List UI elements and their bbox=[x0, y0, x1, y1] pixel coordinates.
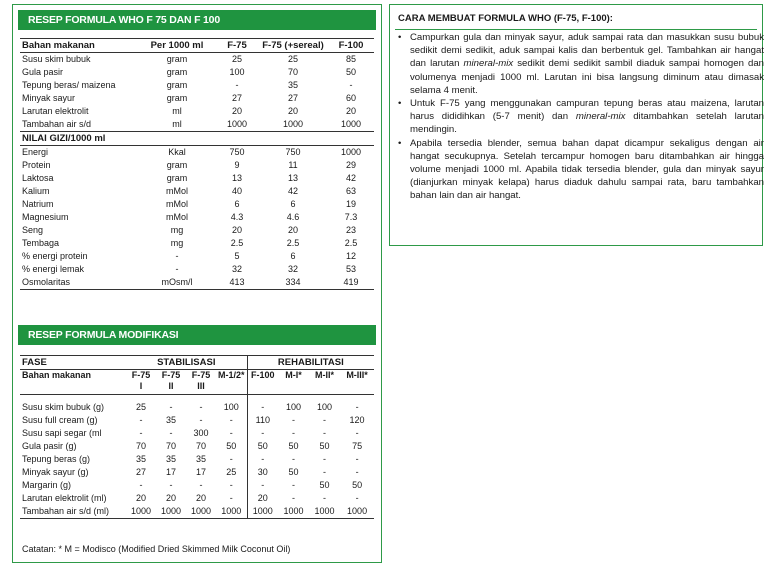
table-cell: 20 bbox=[231, 106, 242, 116]
table-cell: 27 bbox=[287, 93, 298, 103]
table-row bbox=[20, 79, 374, 92]
column-header bbox=[340, 370, 374, 395]
table-cell: 1000 bbox=[186, 505, 216, 519]
table-cell: 35 bbox=[195, 454, 206, 464]
phase-label: FASE bbox=[20, 356, 126, 370]
column-header: F-100 bbox=[328, 39, 374, 53]
table-row bbox=[20, 185, 374, 198]
table-cell: - bbox=[199, 480, 203, 490]
table-cell: 13 bbox=[287, 173, 298, 183]
table-cell: 50 bbox=[288, 441, 299, 451]
table-cell: 23 bbox=[345, 225, 356, 235]
table-cell: Kkal bbox=[168, 147, 186, 157]
column-header-line: M-II* bbox=[315, 370, 335, 380]
divider bbox=[395, 29, 757, 30]
table-cell: - bbox=[169, 428, 173, 438]
table-cell: 100 bbox=[317, 402, 333, 412]
table-cell: 50 bbox=[247, 440, 278, 453]
table-row bbox=[20, 105, 374, 118]
table-cell: - bbox=[323, 415, 327, 425]
table-cell: 42 bbox=[345, 173, 356, 183]
column-header: Bahan makanan bbox=[20, 370, 126, 395]
table-row bbox=[20, 453, 374, 466]
table-cell: Seng bbox=[22, 225, 44, 235]
table-cell: 419 bbox=[328, 276, 374, 290]
table-cell: 13 bbox=[231, 173, 242, 183]
table-cell: - bbox=[292, 454, 296, 464]
phase-stabilisasi: STABILISASI bbox=[126, 356, 247, 370]
table-cell: 53 bbox=[345, 264, 356, 274]
table-cell: % energi protein bbox=[22, 251, 88, 261]
table-cell: - bbox=[229, 428, 233, 438]
table-cell: 413 bbox=[216, 276, 258, 290]
table-cell: - bbox=[247, 479, 278, 492]
table-cell: - bbox=[229, 454, 233, 464]
table-cell: 50 bbox=[352, 480, 363, 490]
table-cell: Tambahan air s/d bbox=[20, 118, 138, 132]
table-cell: - bbox=[323, 428, 327, 438]
table-row bbox=[20, 53, 374, 67]
nutrition-subheader-row bbox=[20, 132, 374, 146]
table-cell: 75 bbox=[352, 441, 363, 451]
table-cell: 11 bbox=[288, 160, 298, 170]
table-cell: Protein bbox=[22, 160, 51, 170]
table-cell: 100 bbox=[229, 67, 245, 77]
table-cell: 1000 bbox=[258, 118, 328, 132]
table-cell: 334 bbox=[258, 276, 328, 290]
table-cell: Energi bbox=[22, 147, 49, 157]
table-cell: gram bbox=[166, 67, 188, 77]
column-header-line: III bbox=[197, 381, 205, 391]
column-header bbox=[156, 370, 186, 395]
table-cell: - bbox=[355, 467, 359, 477]
table-row bbox=[20, 250, 374, 263]
table-cell: mg bbox=[170, 238, 184, 248]
table-cell: Tambahan air s/d (ml) bbox=[20, 505, 126, 519]
table-cell: Larutan elektrolit (ml) bbox=[22, 493, 107, 503]
column-header-line: M-I* bbox=[285, 370, 302, 380]
table-cell: gram bbox=[166, 160, 188, 170]
table-cell: - bbox=[292, 480, 296, 490]
table-cell: - bbox=[355, 454, 359, 464]
table-cell: 29 bbox=[345, 160, 356, 170]
column-header bbox=[247, 370, 278, 395]
table-cell: - bbox=[247, 401, 278, 414]
table-cell: - bbox=[169, 402, 173, 412]
table-cell: Gula pasir bbox=[22, 67, 64, 77]
table-cell: 32 bbox=[231, 264, 242, 274]
table-cell: 42 bbox=[287, 186, 298, 196]
table-row bbox=[20, 211, 374, 224]
column-header: Per 1000 ml bbox=[138, 39, 216, 53]
table-cell: 100 bbox=[286, 402, 302, 412]
table-header-row bbox=[20, 39, 374, 53]
table-row bbox=[20, 172, 374, 185]
table-cell: Tepung beras/ maizena bbox=[22, 80, 116, 90]
table-cell: 50 bbox=[319, 441, 330, 451]
table-cell: 2.5 bbox=[286, 238, 300, 248]
table-cell: Minyak sayur (g) bbox=[22, 467, 89, 477]
table-cell: ml bbox=[138, 118, 216, 132]
table-cell: 1000 bbox=[216, 118, 258, 132]
table-cell: 35 bbox=[135, 454, 146, 464]
column-header bbox=[278, 370, 309, 395]
table-cell: ml bbox=[172, 106, 182, 116]
column-header-line: F-75 bbox=[131, 370, 151, 380]
table-cell: 70 bbox=[287, 67, 298, 77]
table-cell: - bbox=[355, 493, 359, 503]
table-cell: Gula pasir (g) bbox=[22, 441, 77, 451]
table-cell: 20 bbox=[287, 106, 298, 116]
table-cell: Margarin (g) bbox=[22, 480, 72, 490]
table-cell: 7.3 bbox=[344, 212, 358, 222]
table-cell: 1000 bbox=[340, 505, 374, 519]
table-cell: 750 bbox=[285, 147, 301, 157]
table-cell: 50 bbox=[345, 67, 356, 77]
table-cell: 120 bbox=[349, 415, 365, 425]
table-cell: 50 bbox=[319, 480, 330, 490]
table-row bbox=[20, 414, 374, 427]
table-cell: - bbox=[292, 493, 296, 503]
instructions-title: CARA MEMBUAT FORMULA WHO (F-75, F-100): bbox=[398, 13, 613, 24]
column-header bbox=[186, 370, 216, 395]
table-cell: 2.5 bbox=[344, 238, 358, 248]
table-row bbox=[20, 118, 374, 132]
table-row bbox=[20, 159, 374, 172]
table-row bbox=[20, 198, 374, 211]
table-cell: 25 bbox=[287, 54, 298, 64]
table-cell: - bbox=[229, 493, 233, 503]
table-row bbox=[20, 276, 374, 290]
table-row bbox=[20, 466, 374, 479]
instruction-item: • Campurkan gula dan minyak sayur, aduk sampai rata dan masukkan susu bubuk sedikit demi sedikit, aduk sampai kalis dan berbentuk gel. Tambahkan air hangat dan larutan mineral-mix sedikit demi sedikit sambil diaduk sampai homogen dan volumenya menjadi 1000 ml. Larutan ini bisa langsung diminum atau dimasak selama 4 menit. bbox=[410, 31, 764, 97]
table-cell: 40 bbox=[231, 186, 242, 196]
column-header bbox=[309, 370, 340, 395]
table-cell: - bbox=[292, 428, 296, 438]
table-row bbox=[20, 401, 374, 414]
phase-rehabilitasi: REHABILITASI bbox=[247, 356, 374, 370]
table-cell: - bbox=[355, 428, 359, 438]
table-row bbox=[20, 440, 374, 453]
table-cell: - bbox=[169, 480, 173, 490]
table-cell: 70 bbox=[195, 441, 206, 451]
table-cell: - bbox=[323, 467, 327, 477]
section-title-who-formula: RESEP FORMULA WHO F 75 DAN F 100 bbox=[18, 10, 376, 30]
instructions-panel bbox=[389, 4, 763, 246]
table-row bbox=[20, 505, 374, 519]
table-cell: 1000 bbox=[156, 505, 186, 519]
table-cell: Laktosa bbox=[22, 173, 54, 183]
table-cell: Susu sapi segar (ml bbox=[22, 428, 102, 438]
nutrition-subheader: NILAI GIZI/1000 ml bbox=[20, 132, 374, 146]
table-cell: 25 bbox=[135, 402, 146, 412]
table-cell: 20 bbox=[247, 492, 278, 505]
table-cell: 100 bbox=[223, 402, 239, 412]
instruction-list bbox=[396, 31, 764, 203]
table-cell: 1000 bbox=[126, 505, 156, 519]
table-cell: - bbox=[175, 264, 179, 274]
table-cell: 19 bbox=[345, 199, 356, 209]
instruction-item: • Untuk F-75 yang menggunakan campuran tepung beras atau maizena, larutan harus dididihkan (5-7 menit) dan mineral-mix ditambahkan setelah larutan mendingin. bbox=[410, 97, 764, 137]
table-cell: gram bbox=[166, 93, 188, 103]
table-row bbox=[20, 492, 374, 505]
table-row bbox=[20, 146, 374, 160]
table-cell: 20 bbox=[195, 493, 206, 503]
table-cell: 9 bbox=[234, 160, 240, 170]
table-cell: Tepung beras (g) bbox=[22, 454, 91, 464]
table-cell: 25 bbox=[231, 54, 242, 64]
table-cell: Magnesium bbox=[22, 212, 69, 222]
table-row bbox=[20, 92, 374, 105]
table-cell: gram bbox=[166, 54, 188, 64]
table-cell: 4.3 bbox=[230, 212, 244, 222]
table-cell: Susu skim bubuk (g) bbox=[22, 402, 105, 412]
column-header-line: II bbox=[168, 381, 174, 391]
column-header-line: I bbox=[139, 381, 143, 391]
table-cell: mOsm/l bbox=[138, 276, 216, 290]
table-cell: Susu skim bubuk bbox=[22, 54, 91, 64]
table-cell: 32 bbox=[287, 264, 298, 274]
table-cell: - bbox=[355, 402, 359, 412]
table-cell: 27 bbox=[231, 93, 242, 103]
table-cell: 6 bbox=[290, 199, 296, 209]
table-cell: 6 bbox=[290, 251, 296, 261]
table-cell: gram bbox=[166, 173, 188, 183]
formula-recipe-panel bbox=[12, 4, 382, 563]
phase-row bbox=[20, 356, 374, 370]
table-cell: 60 bbox=[345, 93, 356, 103]
table-cell: 20 bbox=[287, 225, 298, 235]
table-cell: % energi lemak bbox=[22, 264, 85, 274]
column-header-line: F-75 bbox=[161, 370, 181, 380]
table-cell: - bbox=[349, 80, 353, 90]
table-cell: - bbox=[323, 454, 327, 464]
table-cell: 70 bbox=[135, 441, 146, 451]
table-cell: 35 bbox=[165, 454, 176, 464]
table-cell: - bbox=[323, 493, 327, 503]
table-cell: 1000 bbox=[278, 505, 309, 519]
table-cell: 35 bbox=[287, 80, 298, 90]
table-cell: - bbox=[247, 453, 278, 466]
table-cell: Osmolaritas bbox=[20, 276, 138, 290]
table-cell: 17 bbox=[165, 467, 176, 477]
table-cell: - bbox=[199, 415, 203, 425]
table-cell: mMol bbox=[166, 212, 188, 222]
table-cell: gram bbox=[166, 80, 188, 90]
modified-formula-table bbox=[20, 355, 374, 519]
instruction-item: • Apabila tersedia blender, semua bahan dapat dicampur sekaligus dengan air hangat secukupnya. Setelah tercampur homogen baru ditambahkan air hingga volume menjadi 1000 ml. Apabila tidak tersedia blender, gula dan minyak sayur (dianjurkan minyak kelapa) harus diaduk dahulu sampai rata, baru tambahkan bahan lain dan air hangat. bbox=[410, 137, 764, 203]
column-header bbox=[216, 370, 247, 395]
table-cell: 1000 bbox=[328, 118, 374, 132]
section-title-modified-formula: RESEP FORMULA MODIFIKASI bbox=[18, 325, 376, 345]
column-header: F-75 (+sereal) bbox=[258, 39, 328, 53]
table-cell: Natrium bbox=[22, 199, 54, 209]
table-cell: 70 bbox=[165, 441, 176, 451]
table-cell: - bbox=[229, 480, 233, 490]
table-cell: 20 bbox=[345, 106, 356, 116]
table-row bbox=[20, 263, 374, 276]
table-cell: 63 bbox=[345, 186, 356, 196]
table-note: Catatan: * M = Modisco (Modified Dried Skimmed Milk Coconut Oil) bbox=[22, 544, 291, 554]
table-cell: 25 bbox=[226, 467, 237, 477]
table-cell: 6 bbox=[234, 199, 240, 209]
column-header-line: F-75 bbox=[191, 370, 211, 380]
table-cell: mMol bbox=[166, 186, 188, 196]
column-header bbox=[126, 370, 156, 395]
table-cell: 5 bbox=[234, 251, 240, 261]
table-cell: 110 bbox=[247, 414, 278, 427]
table-cell: 1000 bbox=[216, 505, 247, 519]
column-header-line: F-100 bbox=[251, 370, 275, 380]
table-cell: - bbox=[199, 402, 203, 412]
table-cell: 20 bbox=[165, 493, 176, 503]
table-row bbox=[20, 427, 374, 440]
table-cell: Larutan elektrolit bbox=[22, 106, 89, 116]
column-header: Bahan makanan bbox=[20, 39, 138, 53]
table-cell: - bbox=[139, 480, 143, 490]
table-cell: 1000 bbox=[247, 505, 278, 519]
table-cell: 85 bbox=[345, 54, 356, 64]
table-cell: - bbox=[247, 427, 278, 440]
table-row bbox=[20, 237, 374, 250]
table-cell: - bbox=[229, 415, 233, 425]
table-cell: 30 bbox=[247, 466, 278, 479]
column-header-line: M-1/2* bbox=[218, 370, 245, 380]
table-row bbox=[20, 479, 374, 492]
column-header: F-75 bbox=[216, 39, 258, 53]
table-cell: - bbox=[175, 251, 179, 261]
table-cell: 1000 bbox=[309, 505, 340, 519]
table-cell: mMol bbox=[166, 199, 188, 209]
table-cell: - bbox=[235, 80, 239, 90]
table-cell: Susu full cream (g) bbox=[22, 415, 98, 425]
table-cell: 35 bbox=[165, 415, 176, 425]
table-row bbox=[20, 224, 374, 237]
table-cell: 4.6 bbox=[286, 212, 300, 222]
table-cell: Kalium bbox=[22, 186, 50, 196]
table-cell: 20 bbox=[231, 225, 242, 235]
table-cell: 20 bbox=[135, 493, 146, 503]
who-formula-table bbox=[20, 38, 374, 290]
table-row bbox=[20, 66, 374, 79]
column-header-line: M-III* bbox=[346, 370, 368, 380]
table-cell: Minyak sayur bbox=[22, 93, 76, 103]
table-cell: Tembaga bbox=[22, 238, 60, 248]
table-cell: 12 bbox=[345, 251, 356, 261]
table-cell: 27 bbox=[135, 467, 146, 477]
table-cell: 50 bbox=[226, 441, 237, 451]
table-cell: - bbox=[139, 415, 143, 425]
table-cell: 50 bbox=[288, 467, 299, 477]
table-cell: 2.5 bbox=[230, 238, 244, 248]
table-cell: - bbox=[292, 415, 296, 425]
table-cell: - bbox=[139, 428, 143, 438]
table-cell: 1000 bbox=[340, 147, 362, 157]
table-cell: 17 bbox=[195, 467, 206, 477]
table-cell: mg bbox=[170, 225, 184, 235]
table-cell: 750 bbox=[229, 147, 245, 157]
table-cell: 300 bbox=[193, 428, 209, 438]
column-header-row bbox=[20, 370, 374, 395]
